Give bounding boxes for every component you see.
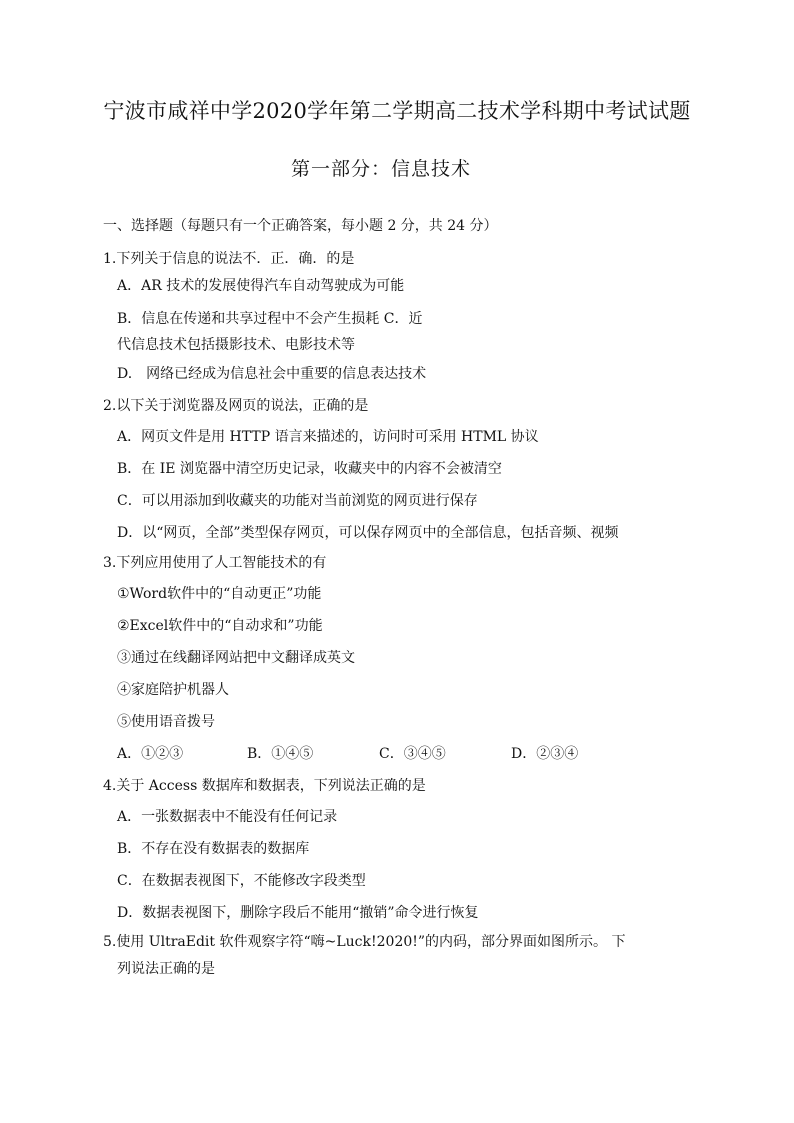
question-3-item: ①Word软件中的“自动更正”功能 [117, 586, 322, 602]
question-4-option-b: B．不存在没有数据表的数据库 [117, 841, 310, 857]
question-2-option-c: C．可以用添加到收藏夹的功能对当前浏览的网页进行保存 [117, 493, 478, 509]
question-5-stem: 5.使用 UltraEdit 软件观察字符“嗨~Luck!2020!”的内码，部分界面如图所示。 下 [103, 934, 626, 950]
question-1-option-a: A．AR 技术的发展使得汽车自动驾驶成为可能 [117, 278, 405, 294]
question-4-option-a: A．一张数据表中不能没有任何记录 [117, 809, 338, 825]
section-heading: 一、选择题（每题只有一个正确答案，每小题 2 分，共 24 分） [103, 218, 498, 234]
exam-title: 宁波市咸祥中学2020学年第二学期高二技术学科期中考试试题 [103, 99, 691, 123]
question-4-option-d: D．数据表视图下，删除字段后不能用“撤销”命令进行恢复 [117, 905, 479, 921]
question-2-option-d: D．以“网页，全部”类型保存网页，可以保存网页中的全部信息，包括音频、视频 [117, 525, 619, 541]
question-3-item: ②Excel软件中的“自动求和”功能 [117, 618, 323, 634]
question-1-option-c-cont: 代信息技术包括摄影技术、电影技术等 [117, 337, 355, 353]
question-2-option-a: A．网页文件是用 HTTP 语言来描述的，访问时可采用 HTML 协议 [117, 429, 539, 445]
question-1-option-d: D. 网络已经成为信息社会中重要的信息表达技术 [117, 366, 427, 382]
question-3-choice-a: A．①②③ [117, 746, 184, 762]
question-3-choices [117, 745, 578, 763]
question-3-choice-c: C．③④⑤ [379, 746, 446, 762]
question-1-stem: 1.下列关于信息的说法不．正．确．的是 [103, 251, 355, 267]
question-3-item: ④家庭陪护机器人 [117, 682, 229, 698]
question-3-choice-d: D．②③④ [511, 746, 579, 762]
question-4-option-c: C．在数据表视图下，不能修改字段类型 [117, 873, 366, 889]
part-subtitle: 第一部分：信息技术 [290, 158, 471, 180]
question-2-stem: 2.以下关于浏览器及网页的说法，正确的是 [103, 398, 369, 414]
question-3-stem: 3.下列应用使用了人工智能技术的有 [103, 555, 327, 571]
question-3-item: ⑤使用语音拨号 [117, 714, 215, 730]
question-5-stem-cont: 列说法正确的是 [117, 961, 215, 977]
question-3-choice-b: B．①④⑤ [247, 746, 314, 762]
question-2-option-b: B．在 IE 浏览器中清空历史记录，收藏夹中的内容不会被清空 [117, 461, 502, 477]
question-3-item: ③通过在线翻译网站把中文翻译成英文 [117, 650, 355, 666]
question-4-stem: 4.关于 Access 数据库和数据表，下列说法正确的是 [103, 778, 426, 794]
question-1-option-b: B．信息在传递和共享过程中不会产生损耗 C．近 [117, 311, 423, 327]
